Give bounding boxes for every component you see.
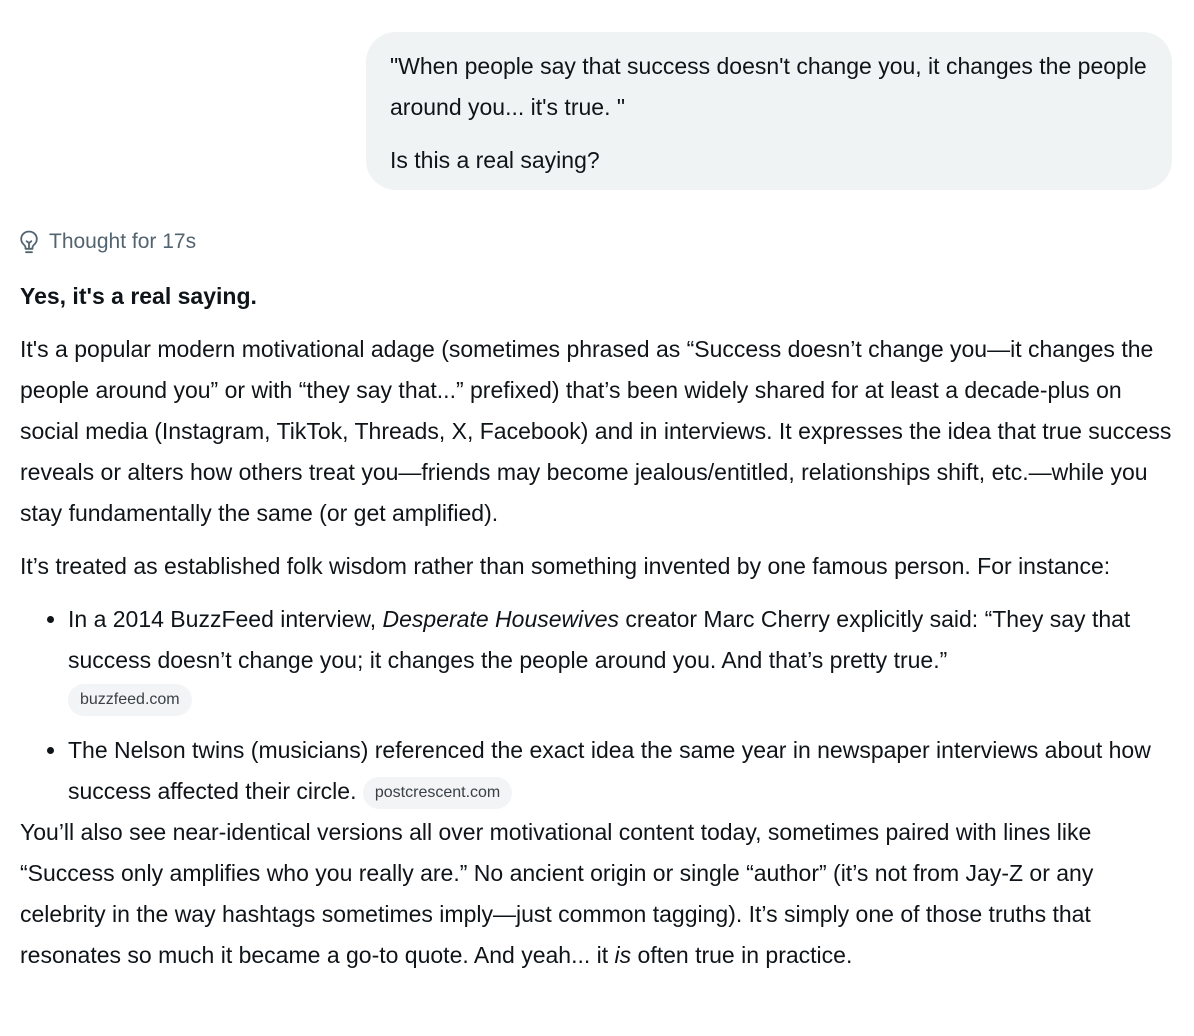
- assistant-answer: [20, 276, 1180, 976]
- source-chip-buzzfeed[interactable]: buzzfeed.com: [68, 684, 192, 716]
- answer-paragraph-2: It’s treated as established folk wisdom rather than something invented by one famous person. For instance:: [20, 553, 1111, 579]
- user-message-bubble: [366, 32, 1172, 190]
- answer-paragraph-3: [20, 812, 1180, 976]
- paragraph-text: often true in practice.: [631, 942, 853, 968]
- bullet-italic-text: Desperate Housewives: [382, 606, 620, 632]
- paragraph-italic-text: is: [614, 942, 632, 968]
- lightbulb-icon: [18, 229, 40, 255]
- answer-bullet-list: [20, 599, 1180, 812]
- thought-label: Thought for 17s: [49, 230, 197, 253]
- source-chip-postcrescent[interactable]: postcrescent.com: [363, 777, 512, 809]
- thought-toggle[interactable]: [18, 224, 196, 260]
- paragraph-text: You’ll also see near-identical versions all over motivational content today, sometimes paired with lines like “Success only amplifies who you really are.” No ancient origin or single “author” (it’s not from Jay-Z or any celebrity in the way hashtags sometimes imply—just common tagging). It’s simply one of those truths that resonates so much it became a go-to quote. And yeah... it: [20, 819, 1094, 968]
- list-item: [68, 730, 1180, 812]
- answer-paragraph-1: It's a popular modern motivational adage (sometimes phrased as “Success doesn’t change you—it changes the people around you” or with “they say that...” prefixed) that’s been widely shared for at least a decade-plus on social media (Instagram, TikTok, Threads, X, Facebook) and in interviews. It expresses the idea that true success reveals or alters how others treat you—friends may become jealous/entitled, relationships shift, etc.—while you stay fundamentally the same (or get amplified).: [20, 336, 1172, 526]
- bullet-text: The Nelson twins (musicians) referenced the exact idea the same year in newspaper interviews about how success affected their circle.: [68, 737, 1151, 804]
- bullet-text: In a 2014 BuzzFeed interview,: [68, 606, 383, 632]
- bullet-text: creator Marc Cherry explicitly said: “They say that success doesn’t change you; it changes the people around you. And that’s pretty true.”: [68, 606, 1131, 673]
- user-message-question: Is this a real saying?: [390, 147, 600, 173]
- list-item: [68, 599, 1180, 716]
- answer-headline: Yes, it's a real saying.: [20, 283, 257, 309]
- user-message-quote: "When people say that success doesn't change you, it changes the people around you... it's true. ": [390, 53, 1147, 120]
